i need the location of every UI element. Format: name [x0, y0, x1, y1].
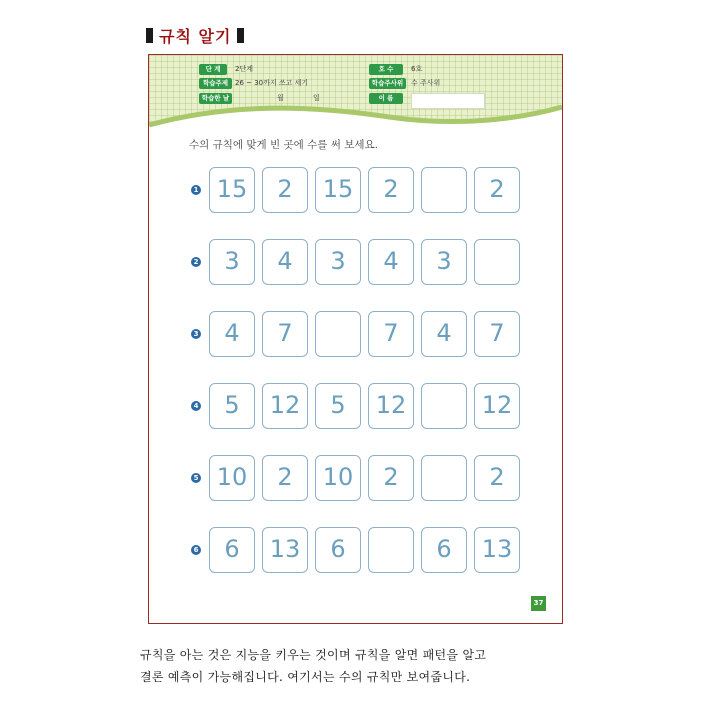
number-box: 2: [474, 455, 520, 501]
title-right-mark: [237, 28, 244, 43]
date-label: 학습한 날: [199, 93, 232, 104]
number-box: 3: [421, 239, 467, 285]
number-box: 4: [209, 311, 255, 357]
row-number-badge: 6: [191, 545, 201, 555]
issue-label: 호 수: [369, 64, 403, 75]
row-number-badge: 5: [191, 473, 201, 483]
number-box: 13: [262, 527, 308, 573]
number-box: 5: [315, 383, 361, 429]
answer-box-empty[interactable]: [368, 527, 414, 573]
number-box: 2: [368, 455, 414, 501]
worksheet: [148, 54, 563, 624]
answer-box-empty[interactable]: [421, 383, 467, 429]
number-box: 3: [209, 239, 255, 285]
number-box: 2: [368, 167, 414, 213]
row-number-badge: 1: [191, 185, 201, 195]
stage-label: 단 계: [199, 64, 227, 75]
number-box: 12: [368, 383, 414, 429]
number-box: 10: [209, 455, 255, 501]
puzzle-row: [149, 311, 562, 357]
topic-label: 학습주제: [199, 78, 232, 89]
number-box: 7: [368, 311, 414, 357]
row-number-badge: 2: [191, 257, 201, 267]
number-box: 4: [262, 239, 308, 285]
teacher-value: 수 주사위: [411, 79, 441, 87]
name-label: 이 름: [369, 93, 403, 104]
number-box: 12: [262, 383, 308, 429]
caption-line-2: 결론 예측이 가능해집니다. 여기서는 수의 규칙만 보여줍니다.: [140, 670, 471, 684]
puzzle-row: [149, 167, 562, 213]
section-title: [146, 25, 244, 45]
row-number-badge: 4: [191, 401, 201, 411]
number-box: 7: [262, 311, 308, 357]
number-box: 7: [474, 311, 520, 357]
puzzle-row: [149, 383, 562, 429]
answer-box-empty[interactable]: [421, 167, 467, 213]
answer-box-empty[interactable]: [315, 311, 361, 357]
number-box: 2: [262, 167, 308, 213]
number-box: 3: [315, 239, 361, 285]
number-box: 6: [421, 527, 467, 573]
number-box: 13: [474, 527, 520, 573]
topic-value: 26 ~ 30까지 쓰고 세기: [235, 79, 309, 87]
teacher-label: 학습주사위: [369, 78, 406, 89]
instruction-text: 수의 규칙에 맞게 빈 곳에 수를 써 보세요.: [189, 139, 378, 151]
caption-line-1: 규칙을 아는 것은 지능을 키우는 것이며 규칙을 알면 패턴을 알고: [140, 648, 487, 662]
row-number-badge: 3: [191, 329, 201, 339]
number-box: 15: [315, 167, 361, 213]
number-box: 2: [262, 455, 308, 501]
number-box: 5: [209, 383, 255, 429]
number-box: 4: [421, 311, 467, 357]
puzzle-row: [149, 527, 562, 573]
puzzle-row: [149, 455, 562, 501]
answer-box-empty[interactable]: [421, 455, 467, 501]
number-box: 12: [474, 383, 520, 429]
title-left-mark: [146, 28, 153, 43]
number-box: 2: [474, 167, 520, 213]
number-box: 6: [315, 527, 361, 573]
month-text: 월: [277, 94, 284, 102]
issue-value: 6호: [411, 65, 423, 73]
day-text: 일: [313, 94, 320, 102]
number-box: 4: [368, 239, 414, 285]
stage-value: 2단계: [235, 65, 253, 73]
puzzle-row: [149, 239, 562, 285]
section-title-text: 규칙 알기: [159, 26, 232, 46]
number-box: 6: [209, 527, 255, 573]
page-number-badge: 37: [531, 596, 546, 611]
number-box: 15: [209, 167, 255, 213]
number-box: 10: [315, 455, 361, 501]
header-wave: [149, 95, 562, 140]
answer-box-empty[interactable]: [474, 239, 520, 285]
